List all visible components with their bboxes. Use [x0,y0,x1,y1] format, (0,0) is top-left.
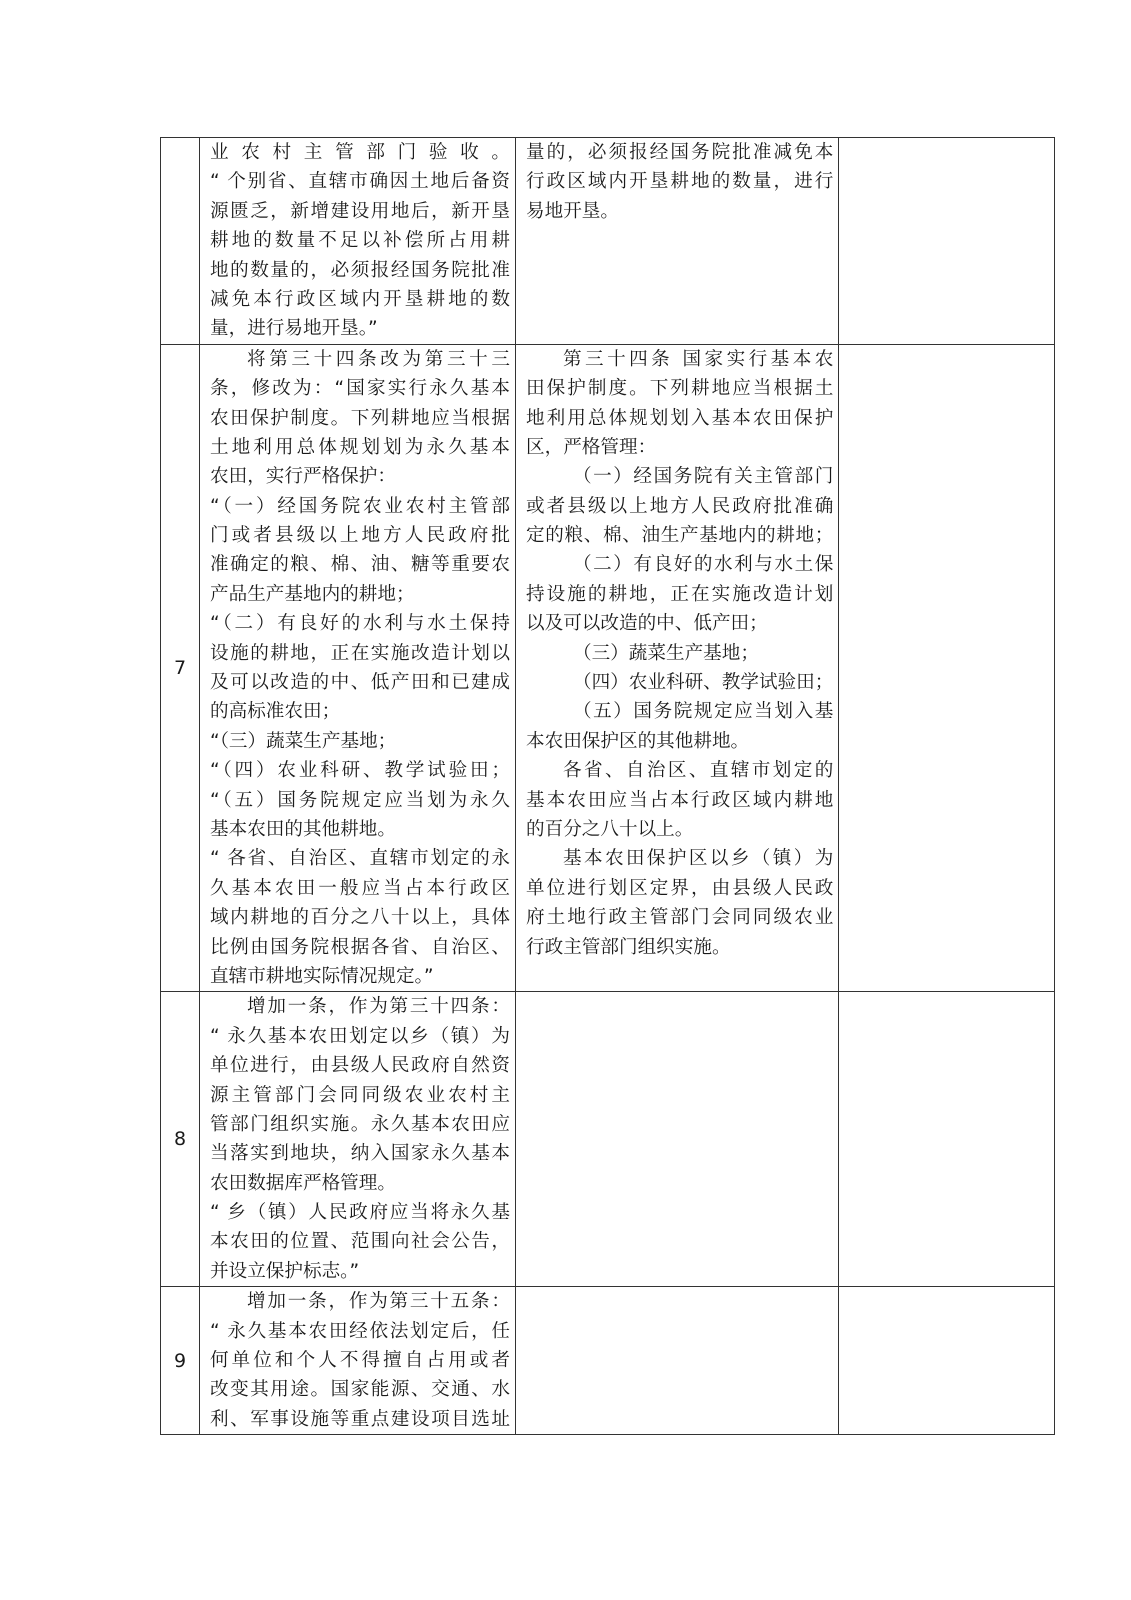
text-line: 田保护制度。下列耕地应当根据土 [526,378,834,400]
text-line: “（五）国务院规定应当划为永久 [210,789,510,811]
text-line: 基本农田保护区以乡（镇）为 [563,848,834,870]
amended-text-cell [200,138,516,345]
text-line: “ 永久基本农田划定以乡（镇）为 [210,1025,510,1047]
text-line: 行政区域内开垦耕地的数量，进行 [526,171,834,193]
text-line: 农田数据库严格管理。 [210,1172,396,1194]
note-cell [839,344,1055,992]
text-line: 并设立保护标志。” [210,1260,360,1282]
text-line: 量，进行易地开垦。” [210,318,378,340]
original-text-cell [516,344,839,992]
text-line: 将第三十四条改为第三十三 [247,348,510,370]
text-line: “ 永久基本农田经依法划定后，任 [210,1320,510,1342]
text-line: 的高标准农田； [210,701,341,723]
note-cell [839,138,1055,345]
text-line: 利、军事设施等重点建设项目选址 [210,1408,510,1430]
text-line: 直辖市耕地实际情况规定。” [210,965,434,987]
original-text-cell [516,138,839,345]
row-number-cell [161,992,200,1287]
text-line: 易地开垦。 [526,200,619,222]
text-line: 本农田保护区的其他耕地。 [526,730,750,752]
note-cell [839,992,1055,1287]
text-line: （一）经国务院有关主管部门 [573,466,834,488]
row-number: 8 [173,1128,187,1151]
amendment-comparison-table [160,137,1055,1435]
note-text [849,1287,1049,1316]
text-line: 增加一条，作为第三十五条： [247,1291,510,1313]
text-line: 减免本行政区域内开垦耕地的数 [210,288,510,310]
text-line: 第三十四条 国家实行基本农 [563,348,834,370]
text-line: “ 各省、自治区、直辖市划定的永 [210,848,510,870]
text-line: 及可以改造的中、低产田和已建成 [210,672,510,694]
text-line: “ 个别省、直辖市确因土地后备资 [210,171,510,193]
row-number-cell [161,1287,200,1435]
text-line: （三）蔬菜生产基地； [573,642,759,664]
note-cell [839,1287,1055,1435]
text-line: “（一）经国务院农业农村主管部 [210,495,510,517]
text-line: 改变其用途。国家能源、交通、水 [210,1379,510,1401]
text-line: 设施的耕地，正在实施改造计划以 [210,642,510,664]
text-line: 定的粮、棉、油生产基地内的耕地； [526,525,834,547]
table-row [161,1287,1055,1435]
text-line: 准确定的粮、棉、油、糖等重要农 [210,554,510,576]
text-line: 门或者县级以上地方人民政府批 [210,525,510,547]
text-line: 源主管部门会同同级农业农村主 [210,1084,510,1106]
table-row [161,992,1055,1287]
text-line: “（二）有良好的水利与水土保持 [210,613,510,635]
original-text-cell [516,992,839,1287]
text-line: 单位进行划区定界，由县级人民政 [526,877,834,899]
row-number-cell [161,344,200,992]
text-line: 管部门组织实施。永久基本农田应 [210,1113,510,1135]
note-text [849,138,1049,167]
row-number: 9 [173,1349,187,1372]
text-line: 持设施的耕地，正在实施改造计划 [526,583,834,605]
text-line: 农田保护制度。下列耕地应当根据 [210,407,510,429]
text-line: 基本农田应当占本行政区域内耕地 [526,789,834,811]
amended-text-cell [200,992,516,1287]
text-line: 土地利用总体规划划为永久基本 [210,436,510,458]
row-number-cell [161,138,200,345]
table-row [161,138,1055,345]
text-line: 当落实到地块，纳入国家永久基本 [210,1143,510,1165]
text-line: （二）有良好的水利与水土保 [573,554,834,576]
text-line: 耕地的数量不足以补偿所占用耕 [210,230,510,252]
text-line: 业农村主管部门验收。 [210,142,510,163]
text-line: 单位进行，由县级人民政府自然资 [210,1055,510,1077]
text-line: 行政主管部门组织实施。 [526,936,731,958]
text-line: 农田，实行严格保护： [210,466,396,488]
text-line: 地利用总体规划划入基本农田保护 [526,407,834,429]
text-line: “（四）农业科研、教学试验田； [210,760,510,782]
text-line: “ 乡（镇）人民政府应当将永久基 [210,1202,510,1224]
text-line: 或者县级以上地方人民政府批准确 [526,495,834,517]
text-line: 区，严格管理： [526,436,657,458]
text-line: 域内耕地的百分之八十以上，具体 [210,907,510,929]
text-line: 地的数量的，必须报经国务院批准 [210,259,510,281]
text-line: 条，修改为：“国家实行永久基本 [210,378,510,400]
text-line: 各省、自治区、直辖市划定的 [563,760,834,782]
text-line: 何单位和个人不得擅自占用或者 [210,1350,510,1372]
note-text [849,345,1049,374]
text-line: 本农田的位置、范围向社会公告， [210,1231,510,1253]
text-line: （五）国务院规定应当划入基 [573,701,834,723]
table-row [161,344,1055,992]
text-line: 府土地行政主管部门会同同级农业 [526,907,834,929]
row-number: 7 [173,657,187,680]
text-line: 产品生产基地内的耕地； [210,583,415,605]
text-line: 基本农田的其他耕地。 [210,818,396,840]
text-line: “（三）蔬菜生产基地； [210,730,397,752]
text-line: 久基本农田一般应当占本行政区 [210,877,510,899]
text-line: 的百分之八十以上。 [526,818,694,840]
original-text-cell [516,1287,839,1435]
text-line: 量的，必须报经国务院批准减免本 [526,142,834,163]
amended-text-cell [200,344,516,992]
note-text [849,992,1049,1021]
text-line: 比例由国务院根据各省、自治区、 [210,936,510,958]
amended-text-cell [200,1287,516,1435]
text-line: 源匮乏，新增建设用地后，新开垦 [210,200,510,222]
text-line: 增加一条，作为第三十四条： [247,996,510,1018]
text-line: （四）农业科研、教学试验田； [573,672,834,694]
text-line: 以及可以改造的中、低产田； [526,613,768,635]
